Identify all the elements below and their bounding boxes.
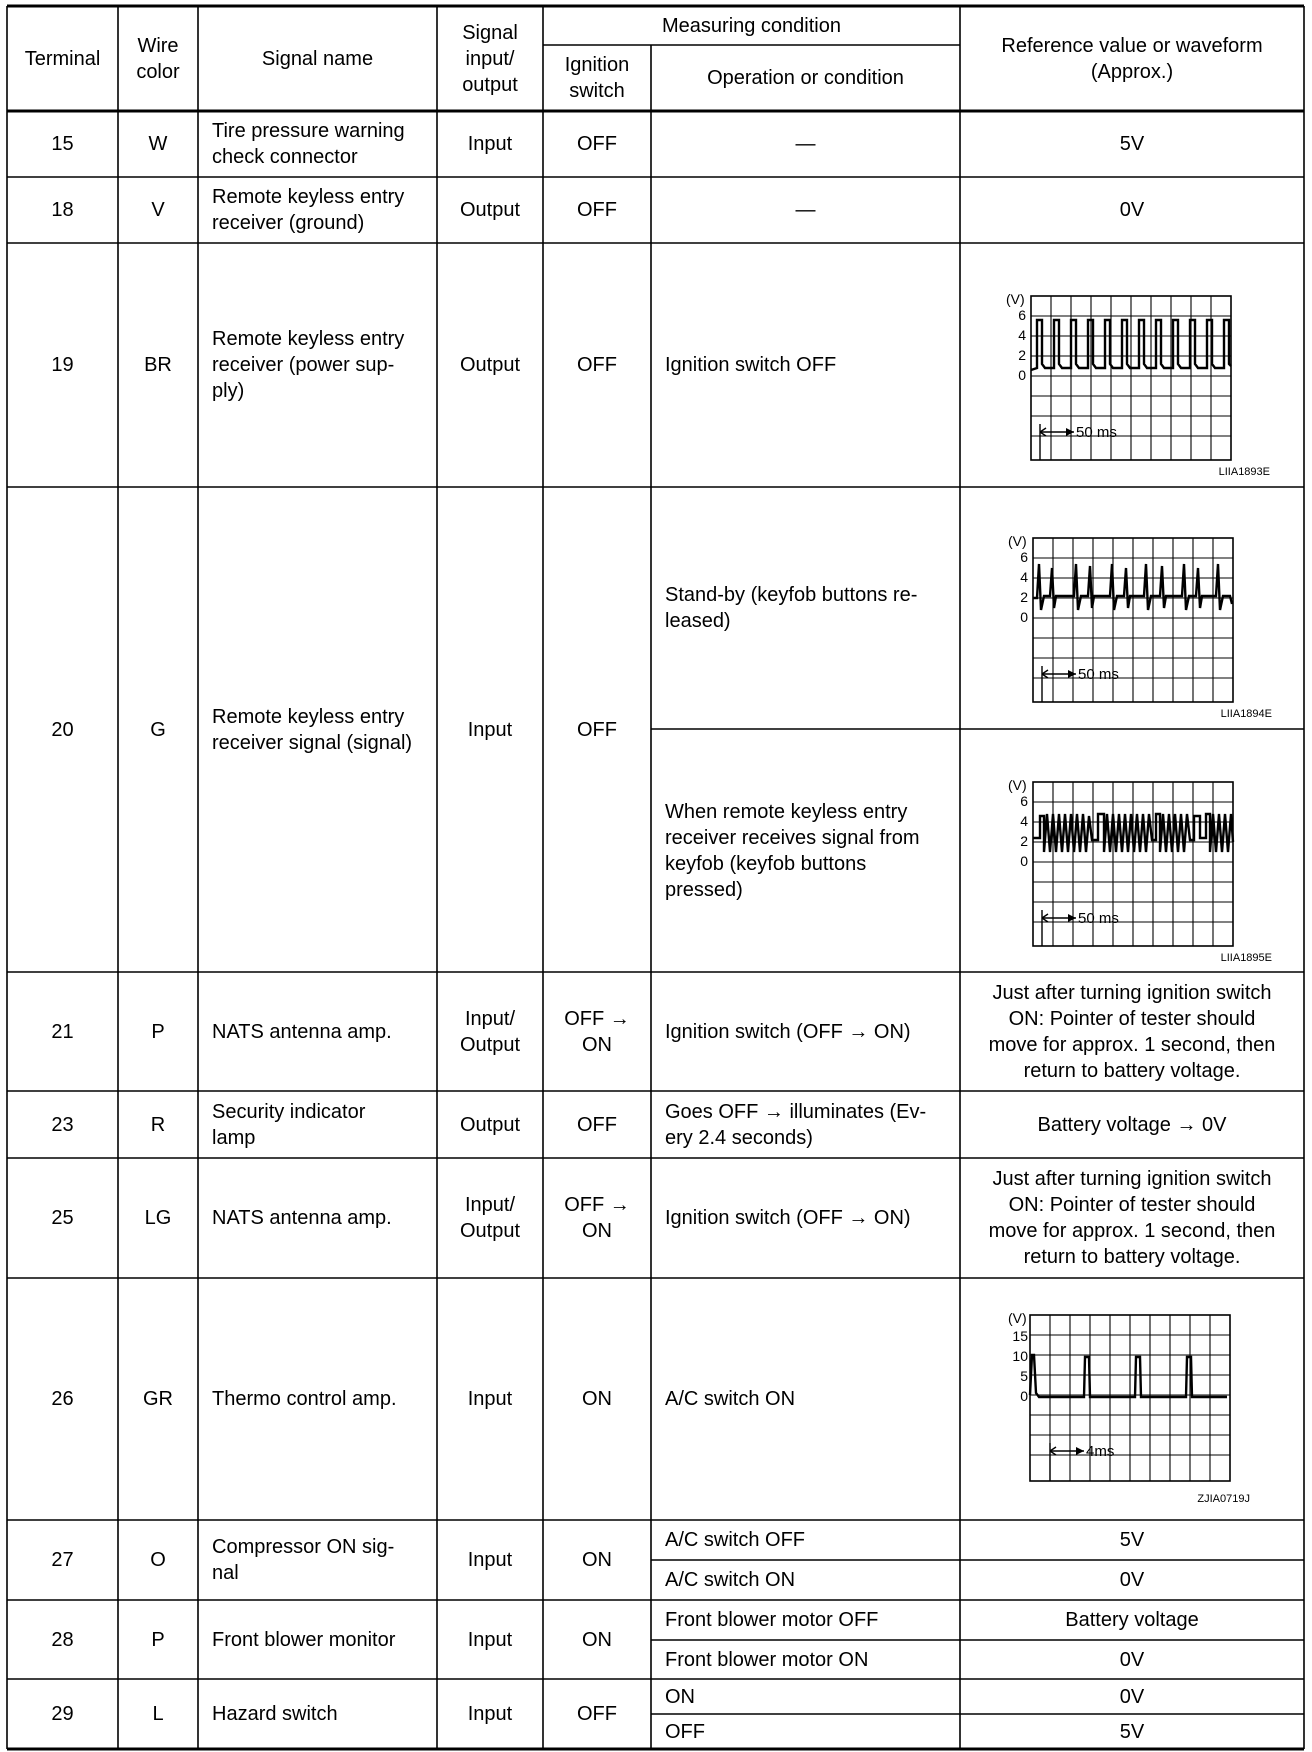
signal-name-cell: NATS antenna amp. [212, 1207, 392, 1229]
terminal-cell: 26 [51, 1388, 74, 1410]
axis-tick-label: 5 [1020, 1368, 1028, 1384]
header-measuring-condition: Measuring condition [662, 14, 841, 37]
operation-cell: A/C switch OFF [665, 1529, 806, 1551]
figure-code: LIIA1893E [1218, 466, 1270, 478]
ignition-cell: OFF [577, 718, 617, 741]
terminal-cell: 21 [51, 1020, 74, 1043]
signal-name-cell: Hazard switch [212, 1703, 338, 1725]
axis-tick-label: 0 [1020, 609, 1028, 625]
waveform-chart [1004, 777, 1274, 964]
ignition-cell: OFF [577, 354, 617, 376]
axis-unit-label: (V) [1006, 291, 1025, 307]
wire-color-cell: P [151, 1628, 165, 1651]
signal-io-cell: Input [467, 718, 513, 741]
reference-cell: 0V [1119, 1569, 1145, 1591]
reference-cell: 5V [1119, 1720, 1145, 1743]
terminal-cell: 20 [51, 718, 74, 741]
signal-io-cell: Input/ Output [459, 1007, 521, 1056]
signal-name-cell: Thermo control amp. [212, 1388, 397, 1410]
signal-name-cell: Tire pressure warning check connector [212, 120, 405, 168]
signal-name-cell: Remote keyless entry receiver signal (signal) [212, 705, 413, 754]
ignition-cell: OFF [577, 1703, 617, 1725]
signal-name-cell: NATS antenna amp. [212, 1020, 392, 1043]
time-scale-marker [1042, 910, 1076, 946]
operation-cell: A/C switch ON [665, 1569, 796, 1591]
terminal-cell: 27 [51, 1549, 74, 1571]
wire-color-cell: LG [144, 1207, 172, 1229]
operation-cell: — [795, 133, 816, 155]
axis-unit-label: (V) [1008, 777, 1027, 793]
signal-io-cell: Input [467, 1549, 513, 1571]
terminal-cell: 19 [51, 354, 74, 376]
terminal-cell: 25 [51, 1207, 74, 1229]
operation-cell: Stand-by (keyfob buttons re- leased) [665, 584, 918, 632]
waveform-grid [1033, 782, 1233, 946]
operation-cell: Ignition switch (OFF → ON) [665, 1207, 911, 1229]
reference-cell: 0V [1119, 199, 1145, 221]
signal-name-cell: Remote keyless entry receiver (ground) [212, 186, 405, 234]
time-scale-marker [1040, 424, 1074, 460]
time-scale-label: 4ms [1086, 1443, 1115, 1460]
signal-name-cell: Front blower monitor [212, 1628, 396, 1651]
signal-io-cell: Output [459, 199, 521, 221]
axis-tick-label: 0 [1020, 1388, 1028, 1404]
waveform-chart [1002, 291, 1272, 478]
axis-tick-label: 15 [1012, 1328, 1028, 1344]
signal-name-cell: Security indicator lamp [212, 1100, 366, 1149]
axis-tick-label: 4 [1018, 327, 1026, 343]
wire-color-cell: R [150, 1113, 166, 1136]
operation-cell: Ignition switch (OFF → ON) [665, 1020, 911, 1043]
header-reference: Reference value or waveform (Approx.) [1001, 34, 1263, 83]
header-operation: Operation or condition [707, 67, 904, 89]
signal-io-cell: Input/ Output [459, 1194, 521, 1242]
time-scale-marker [1042, 666, 1076, 702]
figure-code: ZJIA0719J [1197, 1493, 1250, 1505]
ignition-cell: ON [582, 1549, 612, 1571]
axis-tick-label: 4 [1020, 813, 1028, 829]
operation-cell: When remote keyless entry receiver receives signal from keyfob (keyfob buttons pressed) [665, 800, 920, 901]
wire-color-cell: BR [144, 354, 172, 376]
waveform-chart [1004, 533, 1274, 720]
reference-cell: 0V [1119, 1685, 1145, 1708]
wire-color-cell: L [152, 1703, 164, 1725]
axis-tick-label: 6 [1020, 549, 1028, 565]
ignition-cell: ON [582, 1628, 612, 1651]
figure-code: LIIA1895E [1220, 952, 1272, 964]
terminal-cell: 29 [51, 1703, 74, 1725]
wire-color-cell: W [148, 133, 168, 155]
operation-cell: Ignition switch OFF [665, 354, 837, 376]
axis-tick-label: 10 [1012, 1348, 1028, 1364]
signal-name-cell: Compressor ON sig- nal [212, 1536, 395, 1584]
signal-io-cell: Input [467, 1388, 513, 1410]
axis-tick-label: 6 [1020, 793, 1028, 809]
reference-cell: 5V [1119, 133, 1145, 155]
waveform-grid [1031, 296, 1231, 460]
signal-io-cell: Output [459, 354, 521, 376]
axis-tick-label: 2 [1020, 589, 1028, 605]
axis-unit-label: (V) [1008, 1310, 1027, 1326]
axis-tick-label: 2 [1020, 833, 1028, 849]
operation-cell: — [795, 199, 816, 221]
operation-cell: A/C switch ON [665, 1388, 796, 1410]
signal-io-cell: Input [467, 1628, 513, 1651]
header-wire-color: Wire color [136, 34, 180, 83]
operation-cell: Front blower motor ON [665, 1648, 869, 1671]
axis-unit-label: (V) [1008, 533, 1027, 549]
operation-cell: ON [665, 1685, 695, 1708]
terminal-cell: 15 [51, 133, 74, 155]
ignition-cell: OFF → ON [564, 1194, 630, 1242]
axis-tick-label: 4 [1020, 569, 1028, 585]
reference-cell: Battery voltage [1065, 1609, 1199, 1631]
axis-tick-label: 2 [1018, 347, 1026, 363]
operation-cell: OFF [665, 1720, 705, 1743]
signal-io-cell: Output [459, 1113, 521, 1136]
reference-cell: 0V [1119, 1648, 1145, 1671]
terminal-cell: 23 [51, 1113, 74, 1136]
waveform-grid [1033, 538, 1233, 702]
operation-cell: Front blower motor OFF [665, 1609, 879, 1631]
waveform-trace [1030, 1355, 1227, 1397]
reference-cell: 5V [1119, 1529, 1145, 1551]
operation-cell: Goes OFF → illuminates (Ev- ery 2.4 seconds) [665, 1100, 927, 1149]
ignition-cell: OFF [577, 1113, 617, 1136]
ignition-cell: OFF → ON [564, 1007, 630, 1056]
wire-color-cell: G [150, 718, 166, 741]
waveform-chart [1004, 1310, 1274, 1505]
ignition-cell: ON [582, 1388, 612, 1410]
wire-color-cell: V [151, 199, 165, 221]
time-scale-label: 50 ms [1078, 910, 1119, 927]
time-scale-label: 50 ms [1076, 424, 1117, 441]
time-scale-marker [1050, 1443, 1084, 1481]
reference-cell: Just after turning ignition switch ON: Pointer of tester should move for approx. 1 second, then return to battery voltage. [988, 1168, 1276, 1268]
ignition-cell: OFF [577, 199, 617, 221]
signal-name-cell: Remote keyless entry receiver (power sup- ply) [212, 328, 405, 402]
axis-tick-label: 6 [1018, 307, 1026, 323]
axis-tick-label: 0 [1020, 853, 1028, 869]
figure-code: LIIA1894E [1220, 708, 1272, 720]
reference-cell: Battery voltage → 0V [1037, 1113, 1227, 1136]
axis-tick-label: 0 [1018, 367, 1026, 383]
time-scale-label: 50 ms [1078, 666, 1119, 683]
wire-color-cell: O [150, 1549, 166, 1571]
ignition-cell: OFF [577, 133, 617, 155]
header-signal-name: Signal name [261, 47, 374, 70]
signal-io-cell: Input [467, 1703, 513, 1725]
terminal-cell: 18 [51, 199, 74, 221]
wire-color-cell: P [151, 1020, 165, 1043]
reference-cell: Just after turning ignition switch ON: Pointer of tester should move for approx. 1 second, then return to battery voltage. [988, 981, 1276, 1082]
header-signal-io: Signal input/ output [462, 21, 518, 96]
terminal-cell: 28 [51, 1628, 74, 1651]
header-ignition-switch: Ignition switch [564, 54, 630, 102]
header-terminal: Terminal [24, 47, 101, 70]
signal-io-cell: Input [467, 133, 513, 155]
wire-color-cell: GR [143, 1388, 173, 1410]
